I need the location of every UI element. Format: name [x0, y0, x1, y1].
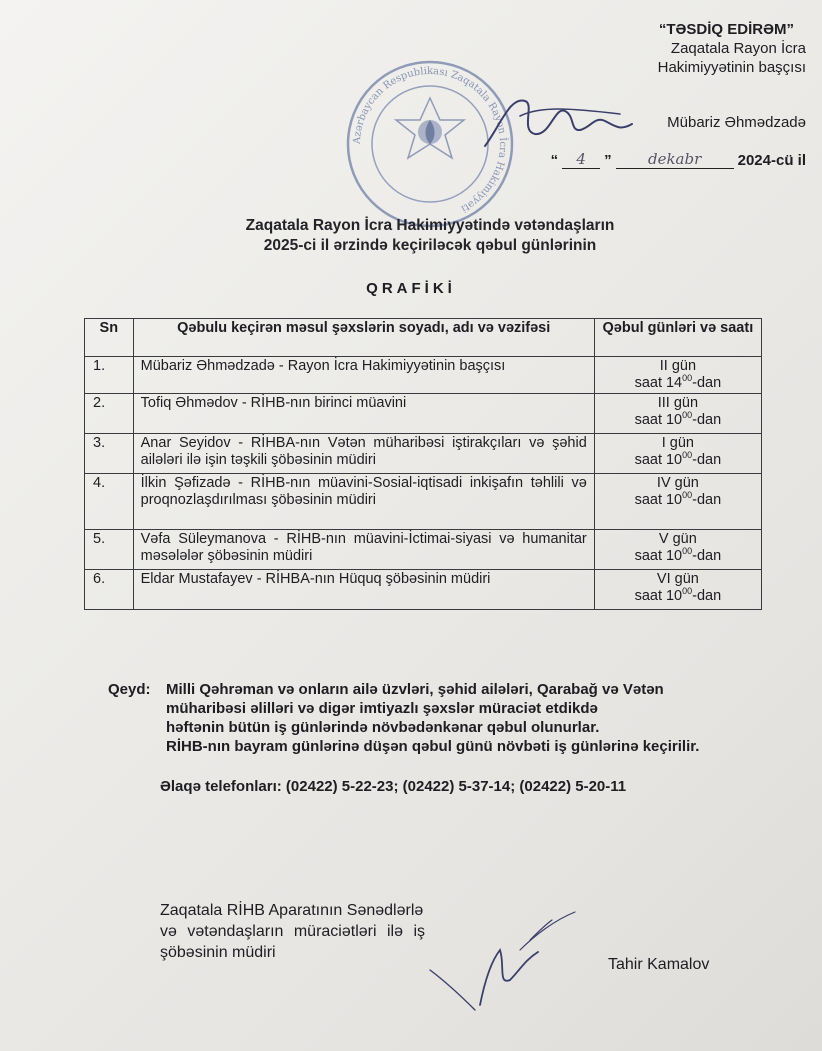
- title-line1: Zaqatala Rayon İcra Hakimiyyətində vətəndaşların: [245, 217, 615, 234]
- signature-head: [480, 86, 640, 156]
- row-person: Anar Seyidov - RİHBA-nın Vətən müharibəsi iştirakçıları və şəhid ailələri ilə işin təşkili şöbəsinin müdiri: [133, 434, 594, 474]
- table-header-row: [85, 319, 762, 357]
- footer-line3: şöbəsinin müdiri: [160, 944, 276, 961]
- table-row: [85, 357, 762, 394]
- row-schedule: [594, 570, 761, 610]
- table-row: [85, 394, 762, 434]
- table-row: [85, 530, 762, 570]
- row-person: İlkin Şəfizadə - RİHB-nın müavini-Sosial-iqtisadi inkişafın təhlili və proqnozlaşdırılması şöbəsinin müdiri: [133, 474, 594, 530]
- row-day: I gün: [661, 435, 694, 451]
- row-person: Tofiq Əhmədov - RİHB-nın birinci müavini: [133, 394, 594, 434]
- note-line2: müharibəsi əlilləri və digər imtiyazlı şəxslər müraciət etdikdə: [166, 700, 598, 717]
- row-time: saat $10^{00}$-dan: [634, 450, 722, 468]
- note-line3: həftənin bütün iş günlərində növbədənkənar qəbul olunurlar.: [166, 719, 600, 736]
- schedule-table: [84, 318, 762, 610]
- seal-text: Azərbaycan Respublikası Zaqatala Rayon İcra Hakimiyyəti: [351, 65, 509, 215]
- approval-date: “ 4 ” dekabr 2024-cü il: [550, 150, 806, 169]
- row-schedule: [594, 434, 761, 474]
- row-time: saat $10^{00}$-dan: [634, 410, 722, 428]
- approval-label: “TƏSDİQ EDİRƏM”: [658, 21, 794, 38]
- row-number: 2.: [85, 394, 134, 434]
- row-number: 1.: [85, 357, 134, 394]
- row-schedule: [594, 394, 761, 434]
- row-day: VI gün: [656, 571, 699, 587]
- signer-name: Mübariz Əhmədzadə: [667, 114, 806, 131]
- row-schedule: [594, 357, 761, 394]
- row-number: 4.: [85, 474, 134, 530]
- row-time: saat $10^{00}$-dan: [634, 546, 722, 564]
- row-day: III gün: [657, 395, 699, 411]
- row-schedule: [594, 474, 761, 530]
- note-block: [108, 680, 798, 756]
- title-line2: 2025-ci il ərzində keçiriləcək qəbul günlərinin: [263, 237, 597, 254]
- row-number: 5.: [85, 530, 134, 570]
- signature-official: [420, 910, 590, 1020]
- approval-block: [566, 20, 806, 77]
- row-day: II gün: [659, 358, 697, 374]
- footer-line1: Zaqatala RİHB Aparatının Sənədlərlə: [160, 902, 424, 919]
- header-person: Qəbulu keçirən məsul şəxslərin soyadı, adı və vəzifəsi: [133, 319, 594, 357]
- row-person: Mübariz Əhmədzadə - Rayon İcra Hakimiyyətinin başçısı: [133, 357, 594, 394]
- row-day: V gün: [658, 531, 697, 547]
- row-time: saat $10^{00}$-dan: [634, 586, 722, 604]
- document-heading: QRAFİKİ: [366, 280, 456, 297]
- row-schedule: [594, 530, 761, 570]
- row-time: saat $10^{00}$-dan: [634, 490, 722, 508]
- footer-line2: və vətəndaşların müraciətləri ilə iş: [160, 923, 425, 940]
- note-line4: RİHB-nın bayram günlərinə düşən qəbul günü növbəti iş günlərinə keçirilir.: [166, 738, 700, 755]
- date-month: dekabr: [616, 150, 734, 169]
- contact-phones: Əlaqə telefonları: (02422) 5-22-23; (02422) 5-37-14; (02422) 5-20-11: [160, 778, 627, 795]
- document-title: [150, 216, 710, 256]
- date-year: 2024-cü il: [737, 152, 806, 169]
- header-sn: Sn: [85, 319, 134, 357]
- approval-line1: Zaqatala Rayon İcra: [670, 40, 806, 57]
- row-person: Eldar Mustafayev - RİHBA-nın Hüquq şöbəsinin müdiri: [133, 570, 594, 610]
- official-name: Tahir Kamalov: [608, 956, 710, 973]
- row-number: 3.: [85, 434, 134, 474]
- date-day: 4: [562, 150, 600, 169]
- table-row: [85, 474, 762, 530]
- row-number: 6.: [85, 570, 134, 610]
- table-row: [85, 434, 762, 474]
- row-day: IV gün: [656, 475, 699, 491]
- row-time: saat $14^{00}$-dan: [634, 373, 722, 391]
- approval-line2: Hakimiyyətinin başçısı: [657, 59, 806, 76]
- table-row: [85, 570, 762, 610]
- row-person: Vəfa Süleymanova - RİHB-nın müavini-İctimai-siyasi və humanitar məsələlər şöbəsinin müdiri: [133, 530, 594, 570]
- header-day: Qəbul günləri və saatı: [594, 319, 761, 357]
- note-line1: Milli Qəhrəman və onların ailə üzvləri, şəhid ailələri, Qarabağ və Vətən: [166, 681, 664, 698]
- note-label: Qeyd:: [108, 681, 151, 698]
